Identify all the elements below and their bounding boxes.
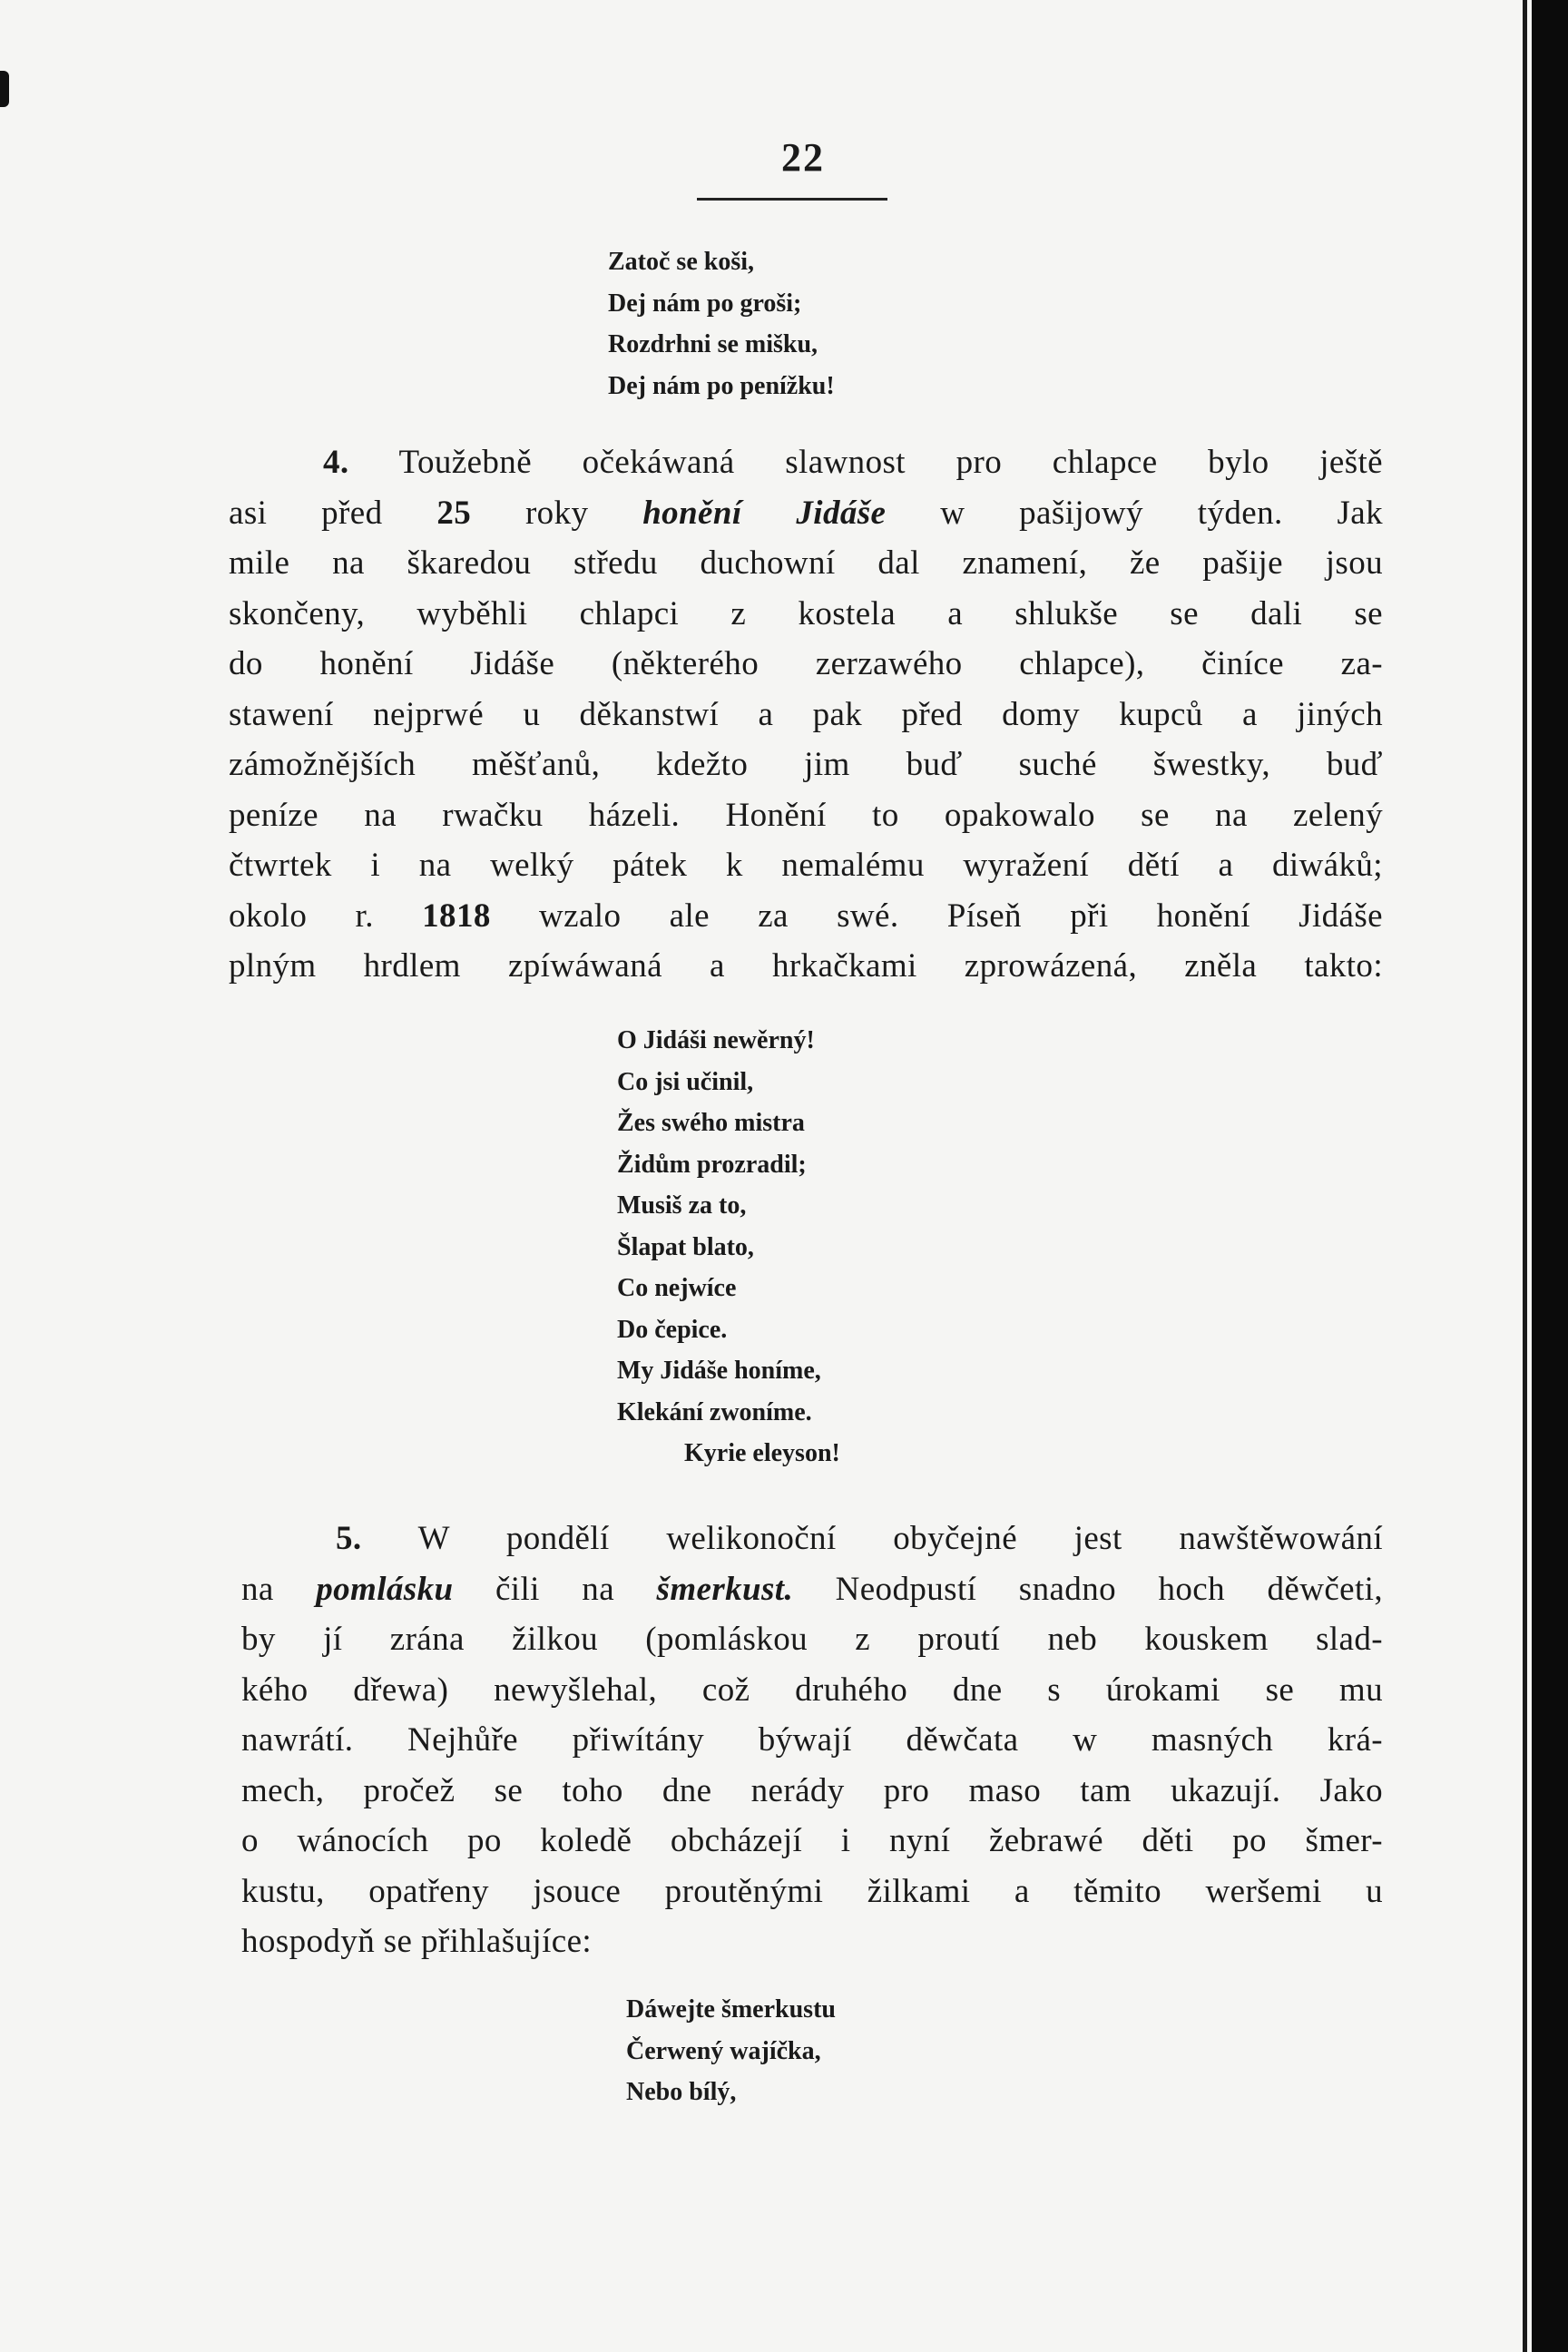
paragraph-line: asi před 25 roky honění Jidáše w pašijowý týden. Jak [229, 494, 1383, 532]
verse-line: Rozdrhni se mišku, [608, 330, 818, 358]
verse-line: Dej nám po penížku! [608, 371, 835, 400]
paragraph-4 [229, 437, 1383, 992]
verse-line: Dáwejte šmerkustu [626, 1995, 836, 2024]
scan-border [1532, 0, 1568, 2352]
paragraph-line: zámožnějších měšťanů, kdežto jim buď suché šwestky, buď [229, 746, 1383, 783]
section-number: 5. [336, 1520, 362, 1557]
paragraph-line: mech, pročež se toho dne nerády pro maso tam ukazují. Jako [241, 1771, 1383, 1809]
paragraph-line: kustu, opatřeny jsouce proutěnými žilkami a těmito weršemi u [241, 1872, 1383, 1910]
verse-line: Musiš za to, [617, 1191, 747, 1220]
paragraph-5 [241, 1514, 1383, 1967]
verse-line: Co nejwíce [617, 1274, 737, 1302]
verse-line: Židům prozradil; [617, 1150, 807, 1179]
paragraph-line: peníze na rwačku házeli. Honění to opakowalo se na zelený [229, 796, 1383, 834]
verse-line: Šlapat blato, [617, 1232, 754, 1261]
verse-line: My Jidáše honíme, [617, 1357, 821, 1385]
page-edge-rule [1523, 0, 1527, 2352]
verse-line: Do čepice. [617, 1315, 728, 1344]
page-left-margin [0, 0, 9, 2352]
verse-line: Klekání zwoníme. [617, 1397, 812, 1426]
paragraph-line: do honění Jidáše (některého zerzawého chlapce), činíce za- [229, 645, 1383, 682]
verse-line: Nebo bílý, [626, 2078, 737, 2106]
paragraph-line: 5. W pondělí welikonoční obyčejné jest nawštěwowání [336, 1520, 1384, 1557]
paragraph-line: kého dřewa) newyšlehal, což druhého dne s úrokami se mu [241, 1671, 1383, 1709]
binding-mark [0, 71, 9, 107]
header-rule [697, 198, 887, 201]
paragraph-line: 4. Toužebně očekáwaná slawnost pro chlapce bylo ještě [323, 444, 1383, 481]
paragraph-line: mile na škaredou středu duchowní dal znamení, že pašije jsou [229, 544, 1383, 582]
verse-line: O Jidáši newěrný! [617, 1026, 815, 1054]
paragraph-line: plným hrdlem zpíwáwaná a hrkačkami zprowázená, zněla takto: [229, 947, 1383, 985]
paragraph-line: okolo r. 1818 wzalo ale za swé. Píseň při honění Jidáše [229, 897, 1383, 935]
paragraph-line: nawrátí. Nejhůře přiwítány býwají děwčata w masných krá- [241, 1721, 1383, 1759]
section-number: 4. [323, 444, 349, 481]
paragraph-line: čtwrtek i na welký pátek k nemalému wyražení dětí a diwáků; [229, 847, 1383, 884]
verse-line: Co jsi učinil, [617, 1067, 754, 1096]
paragraph-line: o wánocích po koledě obcházejí i nyní žebrawé děti po šmer- [241, 1822, 1383, 1859]
verse-line: Čerwený wajíčka, [626, 2036, 821, 2065]
verse-jidas [617, 1020, 840, 1475]
verse-line: Žes swého mistra [617, 1109, 805, 1137]
page-number: 22 [781, 135, 825, 180]
verse-line: Zatoč se koši, [608, 248, 754, 276]
paragraph-line: by jí zrána žilkou (pomláskou z proutí neb kouskem slad- [241, 1621, 1383, 1658]
paragraph-line: hospodyň se přihlašujíce: [241, 1923, 593, 1960]
verse-closing: Kyrie eleyson! [684, 1439, 840, 1467]
paragraph-line: na pomlásku čili na šmerkust. Neodpustí snadno hoch děwčeti, [241, 1570, 1383, 1608]
paragraph-line: skončeny, wyběhli chlapci z kostela a shlukše se dali se [229, 594, 1383, 632]
verse-koleda [608, 241, 835, 407]
verse-smerkust [626, 1989, 836, 2113]
verse-line: Dej nám po groši; [608, 289, 802, 318]
paragraph-line: stawení nejprwé u děkanstwí a pak před domy kupců a jiných [229, 695, 1383, 733]
